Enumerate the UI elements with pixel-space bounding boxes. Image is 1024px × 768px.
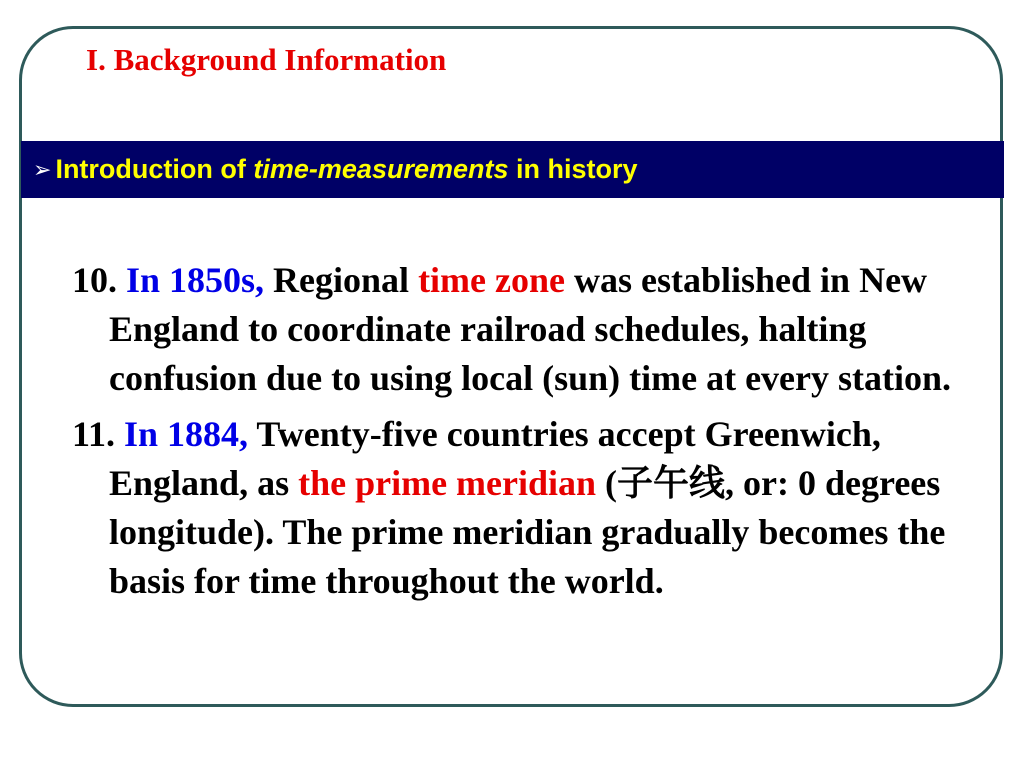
list-item: [72, 410, 972, 606]
term-highlight: time zone: [418, 260, 565, 300]
term-highlight: the prime meridian: [298, 463, 597, 503]
item-text: Regional: [273, 260, 419, 300]
slide-title: I. Background Information: [86, 42, 447, 77]
date-highlight: In 1850s,: [126, 260, 265, 300]
banner-text-before: Introduction of: [55, 154, 254, 184]
date-highlight: In 1884,: [124, 414, 249, 454]
history-list: [72, 256, 972, 606]
list-item: [72, 256, 972, 403]
item-text: Twenty-five countries accept Greenwich, England, as: [109, 414, 881, 503]
section-banner: [21, 141, 1004, 198]
item-text: was established in New England to coordinate railroad schedules, halting confusion due to using local (sun) time at every station.: [109, 260, 952, 398]
item-number: 11.: [72, 414, 116, 454]
banner-text-italic: time-measurements: [253, 154, 509, 184]
banner-text: [55, 154, 637, 185]
banner-text-after: in history: [508, 154, 638, 184]
item-number: 10.: [72, 260, 117, 300]
arrow-bullet-icon: ➢: [33, 156, 52, 182]
item-text: (子午线, or: 0 degrees longitude). The prime meridian gradually becomes the basis for time throughout the world.: [109, 463, 946, 601]
